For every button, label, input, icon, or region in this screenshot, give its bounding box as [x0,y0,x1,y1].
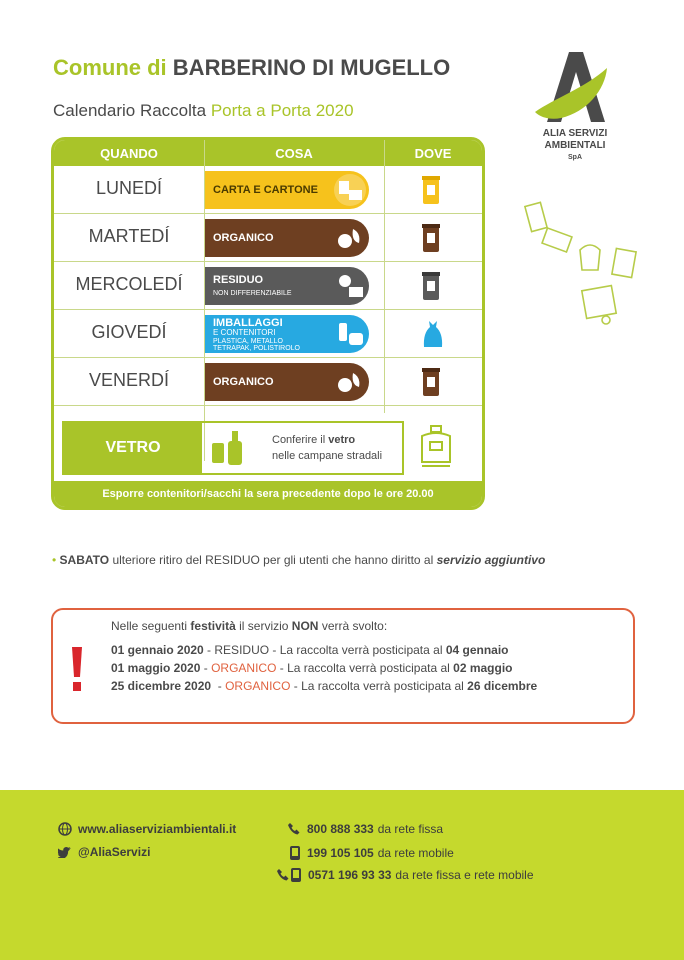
waste-sublabel: NON DIFFERENZIABILE [213,290,292,297]
holiday-notice [51,608,635,724]
holiday-type: ORGANICO [225,679,291,693]
waste-type-residuo [205,267,369,305]
phone2-note: da rete mobile [377,846,454,860]
packaging-icon [333,317,367,351]
food-waste-icon [333,365,367,399]
subtitle-highlight: Porta a Porta 2020 [210,101,354,120]
saturday-note [52,553,545,567]
vetro-text-2: nelle campane stradali [272,450,383,462]
twitter-icon [58,846,72,858]
day-label: VENERDÍ [88,370,169,390]
brown-bin-icon [421,223,441,253]
table-header [54,140,482,166]
holiday-date: 25 dicembre 2020 [111,679,212,693]
contact-footer [0,790,684,960]
day-label: LUNEDÍ [95,178,162,198]
saturday-text: ulteriore ritiro del RESIDUO per gli utenti che hanno diritto al [112,553,434,567]
vetro-label: VETRO [64,423,202,473]
waste-sublabel-3: TETRAPAK, POLISTIROLO [213,345,301,352]
day-label: MARTEDÍ [88,226,170,246]
waste-type-imballaggi [205,315,369,353]
table-row [54,310,482,358]
holiday-new-date: 04 gennaio [445,643,509,657]
holiday-text: - La raccolta verrà posticipata al [290,679,468,693]
holiday-type: ORGANICO [211,661,277,675]
vetro-instructions [272,432,382,464]
holiday-head-e: verrà svolto: [321,619,388,633]
grey-bin-icon [421,271,441,301]
decorative-waste-icon [522,198,650,338]
day-label: MERCOLEDÍ [75,274,183,294]
logo-line1: ALIA SERVIZI [542,128,608,139]
waste-label: ORGANICO [213,232,274,244]
waste-label: IMBALLAGGI [213,317,283,329]
waste-label: RESIDUO [213,274,264,286]
yellow-bin-icon [421,175,441,205]
waste-sublabel-2: PLASTICA, METALLO [213,338,283,345]
holiday-head-c: il servizio [239,619,289,633]
holiday-new-date: 26 dicembre [467,679,538,693]
title-prefix: Comune di [53,55,167,80]
header-cosa: COSA [275,146,313,161]
phone3-note: da rete fissa e rete mobile [395,868,534,882]
waste-type-carta [205,171,369,209]
holiday-head-b: festività [190,619,236,633]
holiday-sep: - [203,643,215,657]
holiday-sep: - [211,679,226,693]
twitter-link[interactable] [58,845,154,859]
glass-bottle-icon [210,429,246,467]
website-text: www.aliaserviziambientali.it [78,822,237,836]
holiday-head-a: Nelle seguenti [111,619,188,633]
mobile-icon [289,845,301,861]
holiday-sep: - [200,661,212,675]
calendar-table [51,137,485,510]
day-label: GIOVEDÍ [91,322,167,342]
waste-label: CARTA E CARTONE [213,184,318,196]
header-dove: DOVE [414,146,452,161]
website-link[interactable] [58,822,240,836]
waste-sublabel: E CONTENITORI [213,328,276,337]
glass-bell-bin-icon [416,424,456,470]
logo-text [527,128,623,164]
header-quando: QUANDO [100,146,158,161]
table-row [54,358,482,406]
table-row [54,214,482,262]
phone-fixed[interactable] [287,822,443,836]
holiday-heading [111,619,387,633]
brown-bin-icon [421,367,441,397]
phone-mobile[interactable] [289,845,454,861]
holiday-date: 01 gennaio 2020 [111,643,204,657]
phone-all[interactable] [276,867,534,883]
food-waste-icon [333,221,367,255]
waste-label: ORGANICO [213,376,274,388]
phone2-number: 199 105 105 [307,846,374,860]
vetro-section [62,421,404,475]
paper-icon [333,173,367,207]
phone3-number: 0571 196 93 33 [308,868,392,882]
table-row [54,262,482,310]
logo-line3: SpA [568,154,582,161]
holiday-line [111,679,537,693]
phone-icon [287,822,301,836]
holiday-text: - La raccolta verrà posticipata al [269,643,446,657]
waste-type-organico [205,363,369,401]
title-town: BARBERINO DI MUGELLO [172,55,451,80]
phone1-note: da rete fissa [377,822,444,836]
blue-bag-icon [421,319,445,349]
holiday-head-d: NON [291,619,319,633]
logo-line2: AMBIENTALI [544,140,606,151]
twitter-text: @AliaServizi [78,845,151,859]
holiday-line [111,643,509,657]
holiday-date: 01 maggio 2020 [111,661,201,675]
subtitle-prefix: Calendario Raccolta [53,101,207,120]
table-footer-note: Esporre contenitori/sacchi la sera precedente dopo le ore 20.00 [54,481,482,507]
vetro-text-a: Conferire il [272,434,326,446]
holiday-line [111,661,513,675]
holiday-text: - La raccolta verrà posticipata al [276,661,454,675]
phone1-number: 800 888 333 [307,822,374,836]
saturday-service: servizio aggiuntivo [436,553,546,567]
vetro-text-b: vetro [328,434,356,446]
globe-icon [58,822,72,836]
residual-waste-icon [333,269,367,303]
table-row [54,166,482,214]
page-title [53,55,450,81]
holiday-type: RESIDUO [214,643,270,657]
waste-type-organico [205,219,369,257]
exclamation-icon [70,645,84,693]
saturday-label: SABATO [59,553,110,567]
page-subtitle [53,101,354,121]
phone-mobile-icon [276,867,302,883]
bullet: • [52,553,57,567]
holiday-new-date: 02 maggio [453,661,513,675]
